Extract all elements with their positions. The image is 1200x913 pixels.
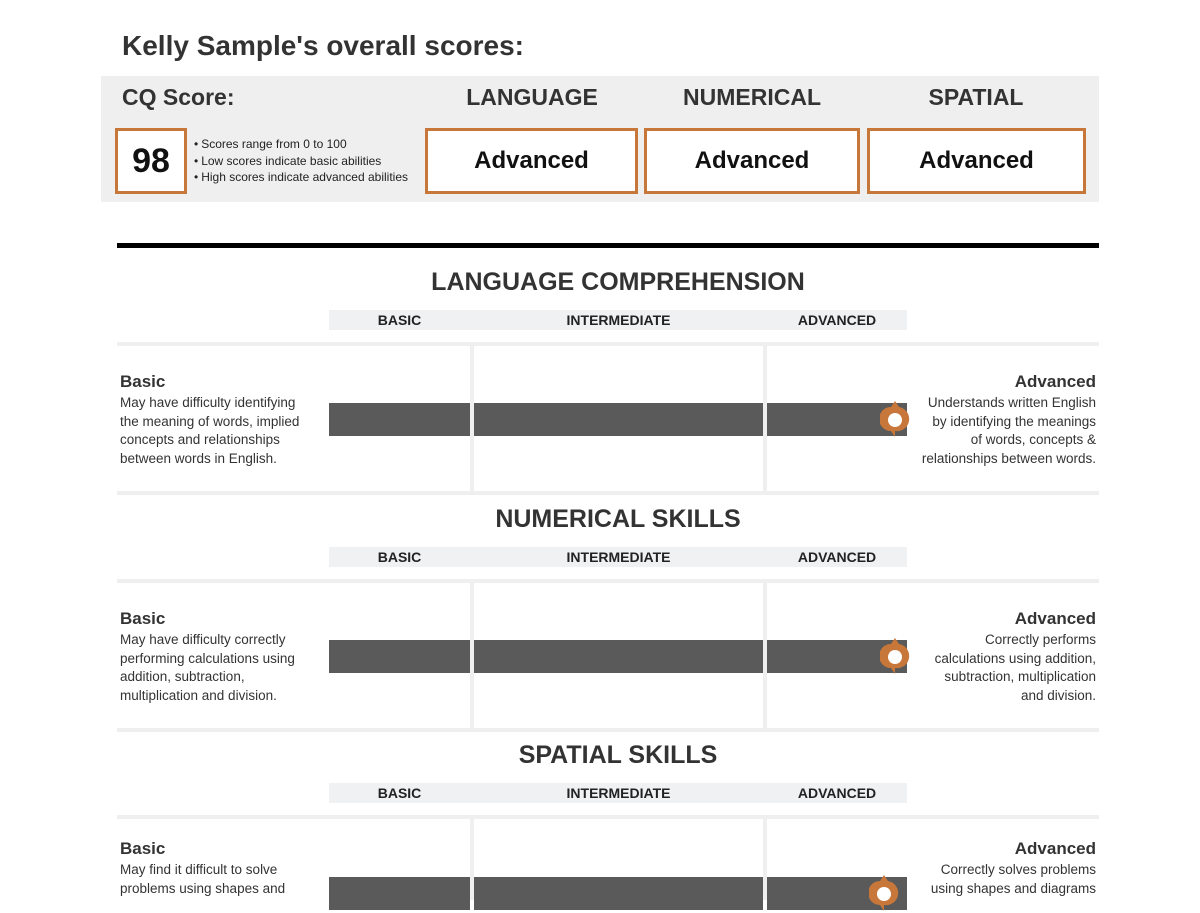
basic-title: Basic bbox=[120, 609, 166, 628]
section-rule bbox=[117, 579, 1099, 583]
advanced-title: Advanced bbox=[1014, 372, 1096, 391]
marker-center bbox=[888, 650, 902, 664]
description-line: problems using shapes and bbox=[120, 880, 286, 896]
description-line: May have difficulty correctly bbox=[120, 632, 286, 647]
scale-header bbox=[329, 547, 907, 567]
section-title: NUMERICAL SKILLS bbox=[495, 505, 741, 533]
description-line: subtraction, multiplication bbox=[944, 669, 1096, 684]
section-title: LANGUAGE COMPREHENSION bbox=[431, 268, 805, 296]
description-line: between words in English. bbox=[120, 450, 277, 466]
description-line: and division. bbox=[1020, 687, 1096, 703]
marker-center bbox=[877, 887, 891, 901]
section-rule bbox=[117, 491, 1099, 495]
scale-label-intermediate: INTERMEDIATE bbox=[566, 549, 671, 565]
language-heading: LANGUAGE bbox=[466, 84, 598, 110]
scale-label-advanced: ADVANCED bbox=[797, 785, 877, 801]
scale-label-intermediate: INTERMEDIATE bbox=[566, 312, 671, 328]
description-line: Understands written English bbox=[927, 395, 1096, 410]
basic-title: Basic bbox=[120, 372, 166, 391]
score-note: • High scores indicate advanced abilities bbox=[194, 169, 408, 186]
page-title: Kelly Sample's overall scores: bbox=[122, 30, 524, 61]
description-line: May find it difficult to solve bbox=[120, 862, 278, 877]
score-bar-intermediate bbox=[474, 403, 763, 436]
advanced-description bbox=[880, 394, 1096, 468]
section-rule bbox=[117, 342, 1099, 346]
description-line: calculations using addition, bbox=[934, 650, 1096, 666]
description-line: performing calculations using bbox=[120, 650, 295, 666]
marker-center bbox=[888, 413, 902, 427]
score-notes bbox=[194, 136, 408, 186]
description-line: using shapes and diagrams bbox=[930, 880, 1096, 896]
spatial-level-box: Advanced bbox=[867, 128, 1086, 194]
score-bar-intermediate bbox=[474, 640, 763, 673]
language-level-box: Advanced bbox=[425, 128, 638, 194]
scale-label-advanced: ADVANCED bbox=[797, 312, 877, 328]
cq-score-value: 98 bbox=[115, 128, 187, 194]
numerical-heading: NUMERICAL bbox=[683, 84, 821, 110]
description-line: the meaning of words, implied bbox=[120, 413, 300, 429]
advanced-description bbox=[880, 631, 1096, 705]
score-note: • Scores range from 0 to 100 bbox=[194, 136, 408, 153]
basic-description bbox=[120, 394, 325, 468]
basic-description bbox=[120, 861, 325, 898]
scale-label-basic: BASIC bbox=[377, 785, 422, 801]
score-marker-icon bbox=[880, 636, 910, 676]
description-line: by identifying the meanings bbox=[932, 413, 1096, 429]
score-marker-icon bbox=[869, 873, 899, 913]
cq-score-label: CQ Score: bbox=[122, 84, 235, 110]
spatial-heading: SPATIAL bbox=[928, 84, 1024, 110]
description-line: Correctly solves problems bbox=[940, 862, 1096, 877]
scale-header bbox=[329, 783, 907, 803]
advanced-title: Advanced bbox=[1014, 609, 1096, 628]
score-note: • Low scores indicate basic abilities bbox=[194, 153, 408, 170]
description-line: May have difficulty identifying bbox=[120, 395, 296, 410]
description-line: Correctly performs bbox=[984, 632, 1096, 647]
basic-description bbox=[120, 631, 325, 705]
section-title: SPATIAL SKILLS bbox=[518, 741, 718, 769]
description-line: concepts and relationships bbox=[120, 432, 280, 447]
section-rule bbox=[117, 728, 1099, 732]
score-marker-icon bbox=[880, 399, 910, 439]
description-line: of words, concepts & bbox=[970, 432, 1096, 447]
section-divider bbox=[117, 243, 1099, 248]
scale-label-basic: BASIC bbox=[377, 312, 422, 328]
scale-header bbox=[329, 310, 907, 330]
scale-label-advanced: ADVANCED bbox=[797, 549, 877, 565]
scale-label-basic: BASIC bbox=[377, 549, 422, 565]
scale-label-intermediate: INTERMEDIATE bbox=[566, 785, 671, 801]
description-line: relationships between words. bbox=[921, 450, 1096, 466]
score-bar-basic bbox=[329, 640, 470, 673]
score-bar-basic bbox=[329, 877, 470, 910]
score-bar-intermediate bbox=[474, 877, 763, 910]
description-line: multiplication and division. bbox=[120, 687, 277, 703]
description-line: addition, subtraction, bbox=[120, 669, 245, 684]
basic-title: Basic bbox=[120, 839, 166, 858]
numerical-level-box: Advanced bbox=[644, 128, 860, 194]
section-rule bbox=[117, 815, 1099, 819]
score-bar-basic bbox=[329, 403, 470, 436]
advanced-description bbox=[880, 861, 1096, 898]
advanced-title: Advanced bbox=[1014, 839, 1096, 858]
